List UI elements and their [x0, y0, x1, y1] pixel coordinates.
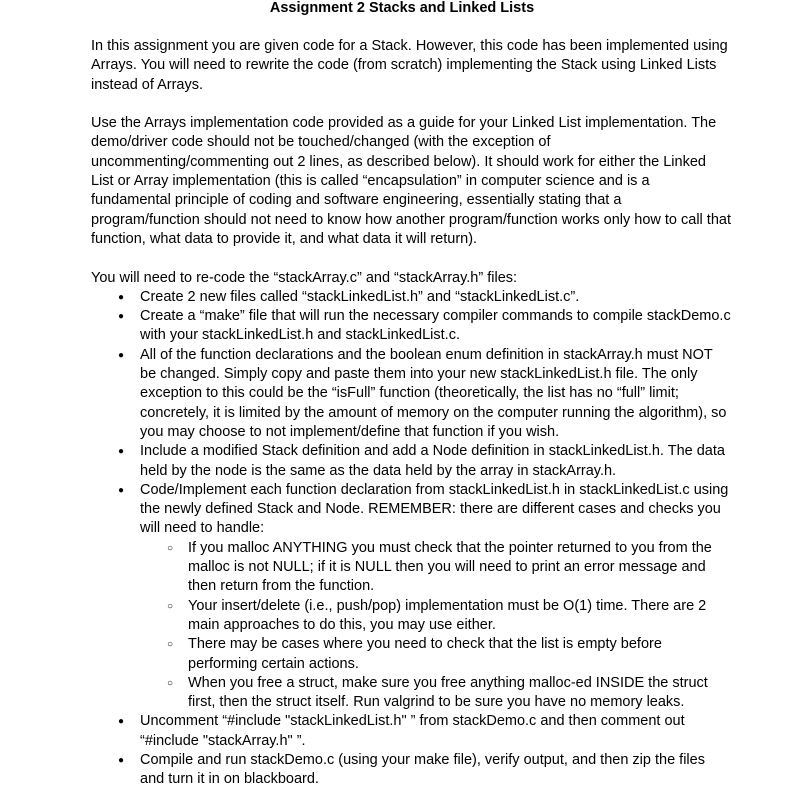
- sublist-item: ○ Your insert/delete (i.e., push/pop) implementation must be O(1) time. There are 2 main approaches to do this, you may use either.: [140, 597, 731, 636]
- sublist-item: ○ There may be cases where you need to check that the list is empty before performing certain actions.: [140, 635, 731, 674]
- intro-paragraph: In this assignment you are given code for a Stack. However, this code has been implemented using Arrays. You will need to rewrite the code (from scratch) implementing the Stack using Linked Lists instead of Arrays.: [91, 38, 728, 93]
- document-title: Assignment 2 Stacks and Linked Lists: [269, 0, 535, 16]
- list-item: ● Create 2 new files called “stackLinkedList.h” and “stackLinkedList.c”.: [91, 288, 731, 307]
- list-item: ● Include a modified Stack definition and add a Node definition in stackLinkedList.h. The data held by the node is the same as the data held by the array in stackArray.h.: [91, 442, 731, 481]
- document-body: [91, 37, 731, 790]
- sublist-item: ○ If you malloc ANYTHING you must check that the pointer returned to you from the malloc is not NULL; if it is NULL then you will need to print an error message and then return from the function.: [140, 539, 731, 597]
- cases-sublist: [140, 539, 731, 713]
- list-item-with-subitems: [91, 481, 731, 713]
- list-item-text: Code/Implement each function declaration from stackLinkedList.h in stackLinkedList.c using the newly defined Stack and Node. REMEMBER: there are different cases and checks you will need to handle:: [140, 481, 729, 537]
- list-item: ● Uncomment “#include "stackLinkedList.h" ” from stackDemo.c and then comment out “#include "stackArray.h" ”.: [91, 712, 731, 751]
- guide-paragraph: Use the Arrays implementation code provided as a guide for your Linked List implementation. The demo/driver code should not be touched/changed (with the exception of uncommenting/commenting out 2 lines, as described below). It should work for either the Linked List or Array implementation (this is called “encapsulation” in computer science and is a fundamental principle of coding and software engineering, essentially stating that a program/function should not need to know how another program/function works only how to call that function, what data to provide it, and what data it will return).: [91, 115, 731, 247]
- sublist-item: ○ When you free a struct, make sure you free anything malloc-ed INSIDE the struct first, then the struct itself. Run valgrind to be sure you have no memory leaks.: [140, 674, 731, 713]
- list-item: ● Compile and run stackDemo.c (using your make file), verify output, and then zip the files and turn it in on blackboard.: [91, 751, 731, 790]
- list-item: ● Create a “make” file that will run the necessary compiler commands to compile stackDemo.c with your stackLinkedList.h and stackLinkedList.c.: [91, 307, 731, 346]
- list-item: ● All of the function declarations and the boolean enum definition in stackArray.h must NOT be changed. Simply copy and paste them into your new stackLinkedList.h file. The only exception to this could be the “isFull” function (theoretically, the list has no “full” limit; concretely, it is limited by the amount of memory on the computer running the algorithm), so you may choose to not implement/define that function if you wish.: [91, 346, 731, 442]
- recode-paragraph: You will need to re-code the “stackArray.c” and “stackArray.h” files:: [91, 269, 518, 286]
- requirements-list: [91, 288, 731, 790]
